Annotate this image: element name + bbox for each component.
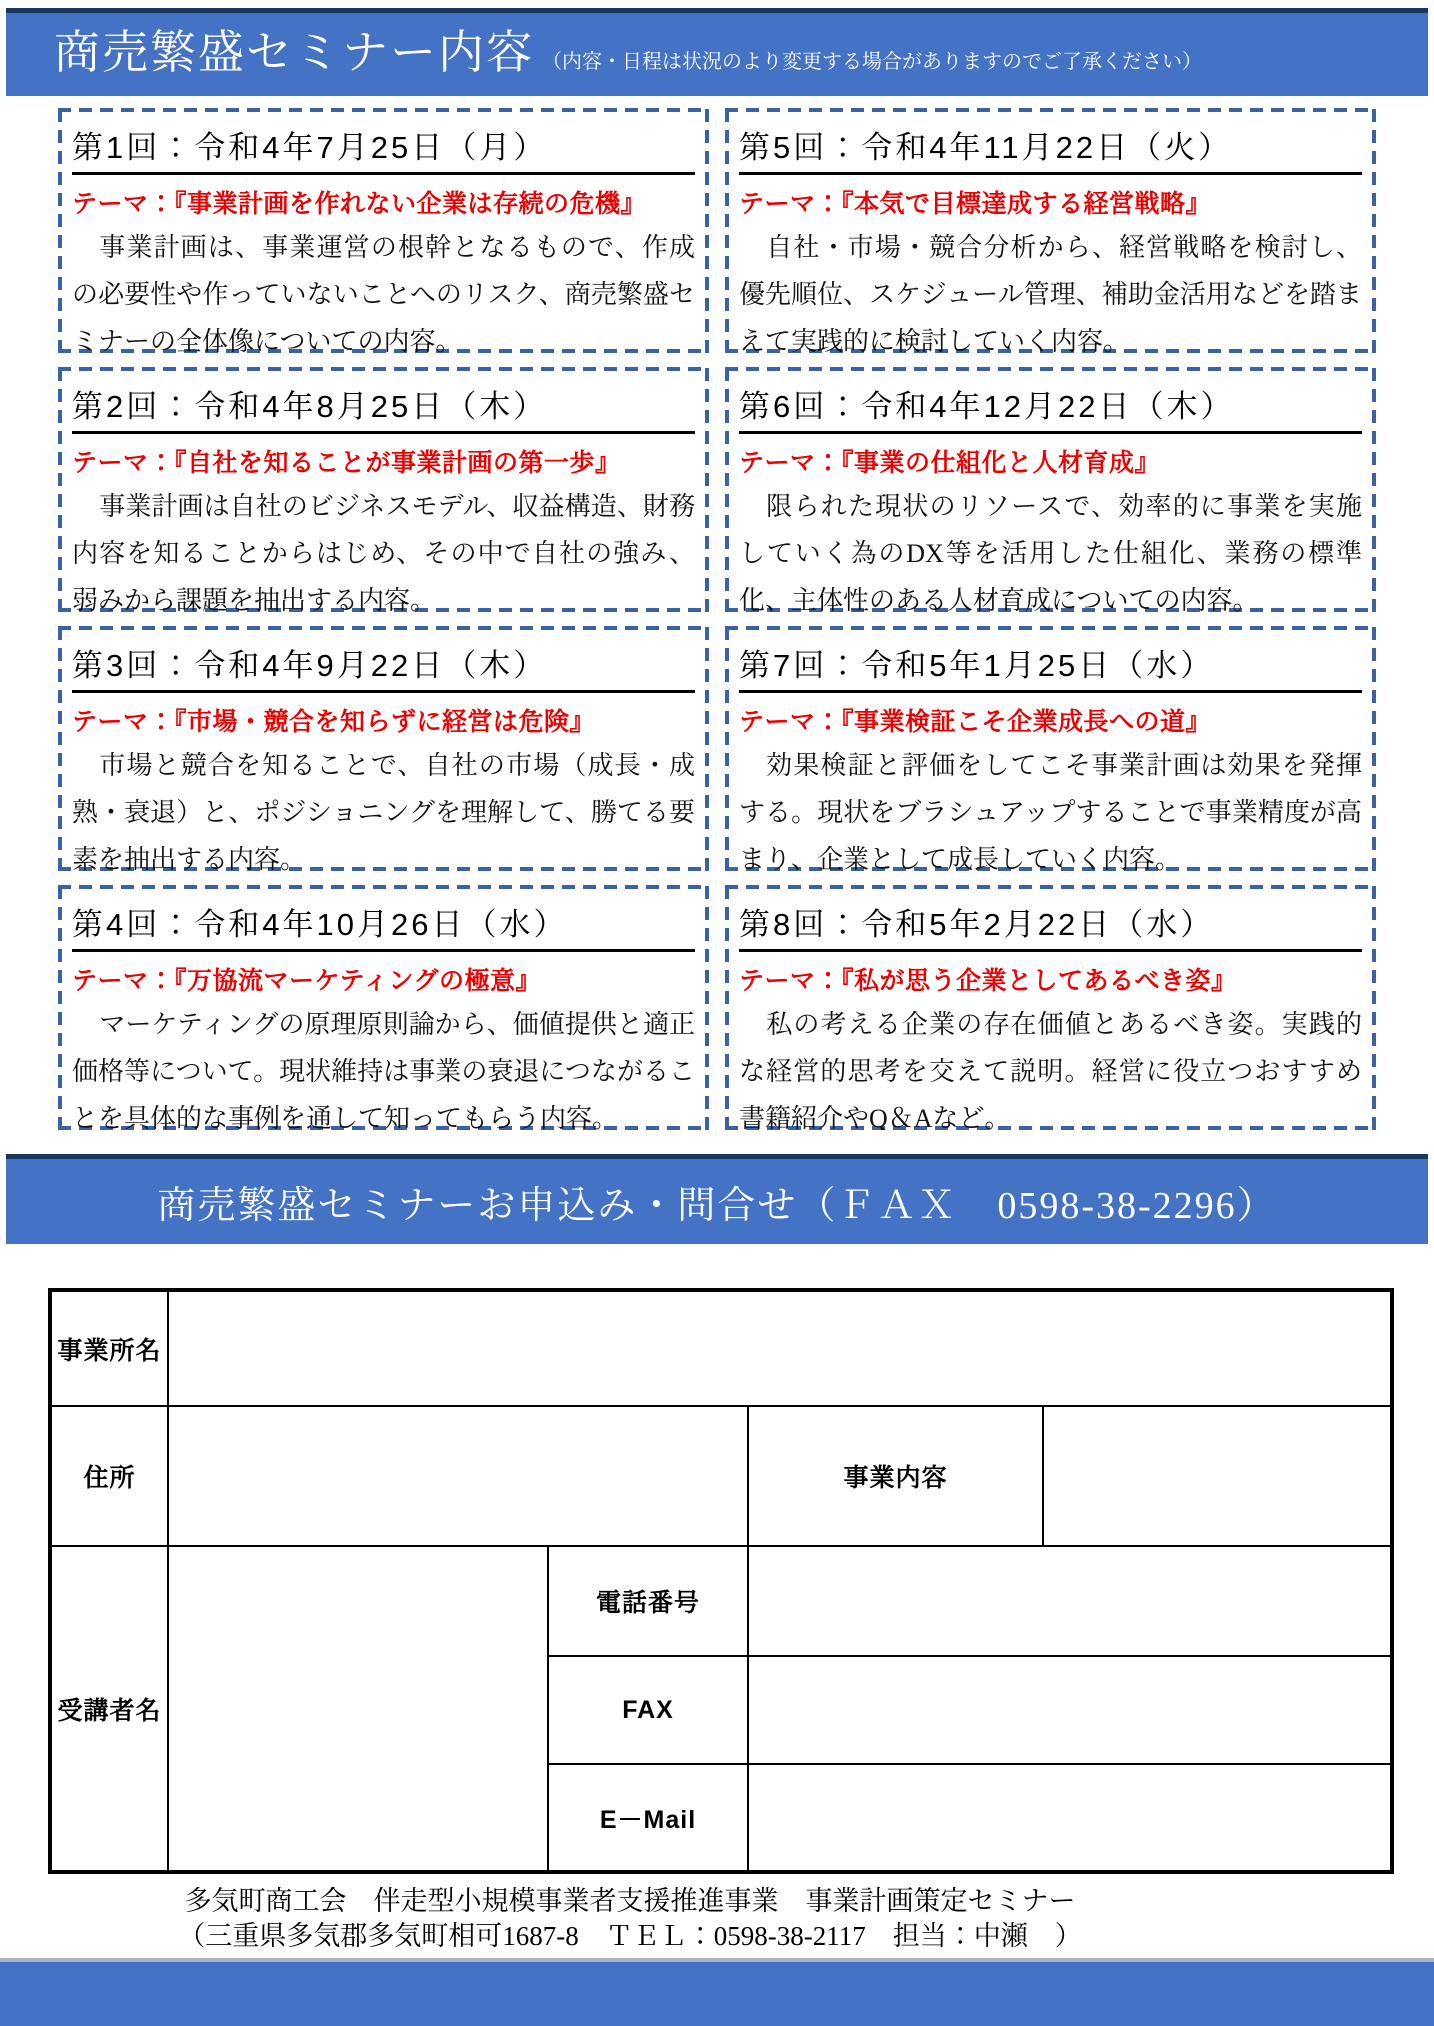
session-description: マーケティングの原理原則論から、価値提供と適正価格等について。現状維持は事業の衰退につながることを具体的な事例を通して知ってもらう内容。: [72, 1010, 695, 1130]
apply-inquiry-bar: [6, 1154, 1428, 1244]
address-label: 住所: [50, 1406, 168, 1546]
session-theme: テーマ：『万協流マーケティングの極意』: [72, 967, 542, 995]
session-description: 効果検証と評価をしてこそ事業計画は効果を発揮する。現状をブラシュアップすることで事業精度が高まり、企業として成長していく内容。: [739, 751, 1362, 871]
session-title: 第6回：令和4年12月22日（木）: [739, 373, 1362, 434]
session-theme: テーマ：『本気で目標達成する経営戦略』: [739, 190, 1212, 218]
session-box-4: [58, 885, 709, 1130]
email-label: E－Mail: [548, 1764, 748, 1872]
session-theme: テーマ：『事業検証こそ企業成長への道』: [739, 708, 1212, 736]
session-box-3: [58, 626, 709, 871]
session-box-1: [58, 108, 709, 353]
organizer-info: [60, 1884, 1200, 1954]
session-description: 自社・市場・競合分析から、経営戦略を検討し、優先順位、スケジュール管理、補助金活用などを踏まえて実践的に検討していく内容。: [739, 233, 1362, 353]
phone-field: [748, 1546, 1392, 1656]
session-theme: テーマ：『自社を知ることが事業計画の第一歩』: [72, 449, 621, 477]
attendee-name-label: 受講者名: [50, 1546, 168, 1872]
address-field: [168, 1406, 748, 1546]
session-title: 第5回：令和4年11月22日（火）: [739, 114, 1362, 175]
session-box-6: [725, 367, 1376, 612]
session-box-7: [725, 626, 1376, 871]
session-title: 第7回：令和5年1月25日（水）: [739, 632, 1362, 693]
session-title: 第4回：令和4年10月26日（水）: [72, 891, 695, 952]
session-box-5: [725, 108, 1376, 353]
session-grid: [58, 108, 1376, 1130]
phone-label: 電話番号: [548, 1546, 748, 1656]
session-title: 第1回：令和4年7月25日（月）: [72, 114, 695, 175]
organizer-line-1: 多気町商工会 伴走型小規模事業者支援推進事業 事業計画策定セミナー: [184, 1886, 1076, 1916]
header-bar: [6, 8, 1428, 96]
session-description: 事業計画は、事業運営の根幹となるもので、作成の必要性や作っていないことへのリスク、商売繁盛セミナーの全体像についての内容。: [72, 233, 695, 353]
attendee-name-field: [168, 1546, 548, 1872]
session-theme: テーマ：『事業計画を作れない企業は存続の危機』: [72, 190, 647, 218]
footer-bar: [0, 1958, 1434, 2026]
session-theme: テーマ：『事業の仕組化と人材育成』: [739, 449, 1161, 477]
session-theme: テーマ：『市場・競合を知らずに経営は危険』: [72, 708, 596, 736]
session-title: 第8回：令和5年2月22日（水）: [739, 891, 1362, 952]
business-content-field: [1043, 1406, 1392, 1546]
session-description: 事業計画は自社のビジネスモデル、収益構造、財務内容を知ることからはじめ、その中で自社の強み、弱みから課題を抽出する内容。: [72, 492, 695, 612]
page-title: 商売繁盛セミナー内容: [54, 27, 534, 78]
fax-label: FAX: [548, 1656, 748, 1764]
organizer-line-2: （三重県多気郡多気町相可1687-8 ＴＥＬ：0598-38-2117 担当：中瀬 ）: [178, 1921, 1082, 1952]
session-description: 市場と競合を知ることで、自社の市場（成長・成熟・衰退）と、ポジショニングを理解して、勝てる要素を抽出する内容。: [72, 751, 695, 871]
business-name-label: 事業所名: [50, 1290, 168, 1406]
session-title: 第2回：令和4年8月25日（木）: [72, 373, 695, 434]
business-content-label: 事業内容: [748, 1406, 1043, 1546]
business-name-field: [168, 1290, 1392, 1406]
apply-inquiry-label: 商売繁盛セミナーお申込み・問合せ（ＦＡＸ 0598-38-2296）: [157, 1185, 1277, 1227]
session-theme: テーマ：『私が思う企業としてあるべき姿』: [739, 967, 1237, 995]
session-box-8: [725, 885, 1376, 1130]
header-note: （内容・日程は状況のより変更する場合がありますのでご了承ください）: [542, 51, 1202, 73]
session-description: 私の考える企業の存在価値とあるべき姿。実践的な経営的思考を交えて説明。経営に役立つおすすめ書籍紹介やQ＆Aなど。: [739, 1010, 1362, 1130]
application-form-table: [48, 1288, 1394, 1874]
email-field: [748, 1764, 1392, 1872]
fax-field: [748, 1656, 1392, 1764]
session-box-2: [58, 367, 709, 612]
session-description: 限られた現状のリソースで、効率的に事業を実施していく為のDX等を活用した仕組化、業務の標準化、主体性のある人材育成についての内容。: [739, 492, 1362, 612]
session-title: 第3回：令和4年9月22日（木）: [72, 632, 695, 693]
